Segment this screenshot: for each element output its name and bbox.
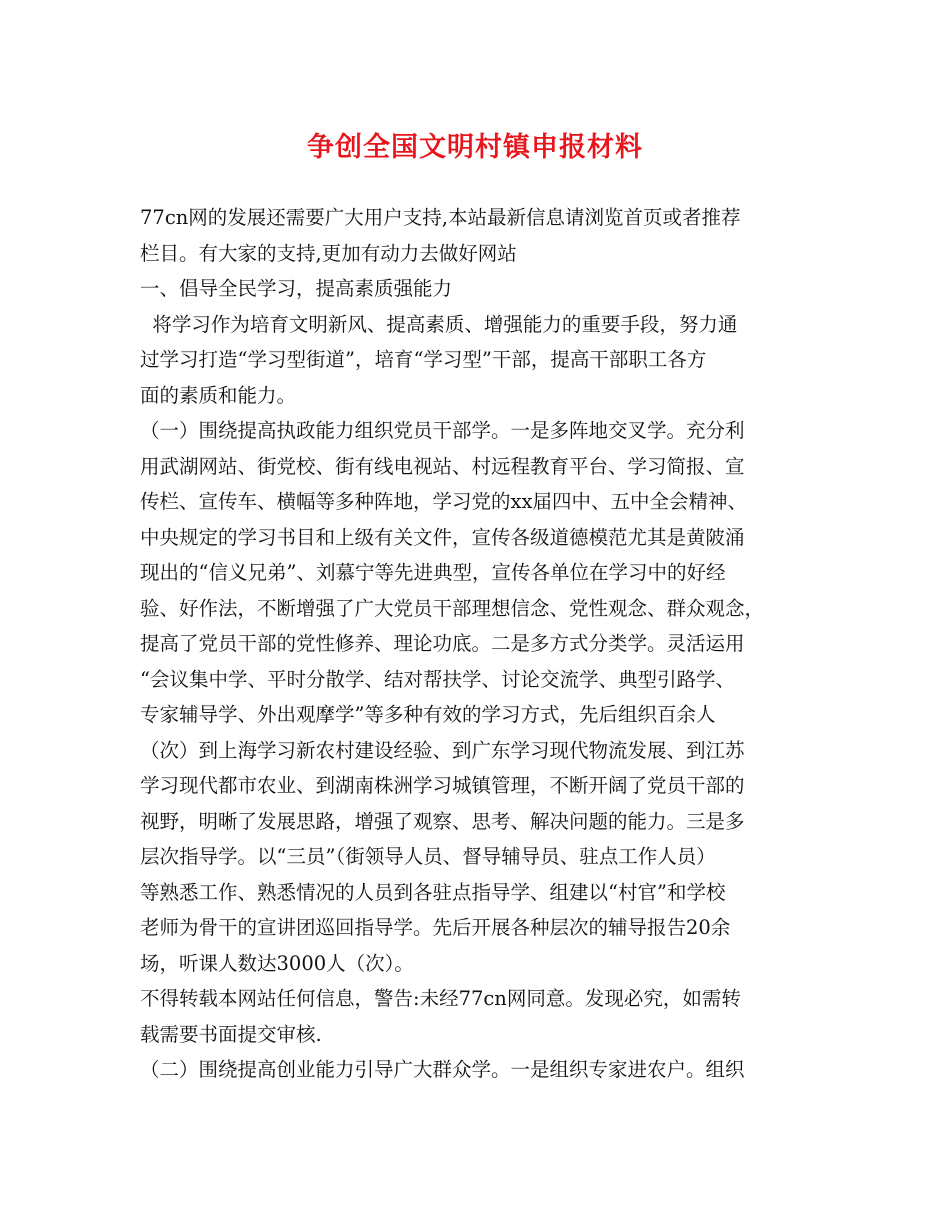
body-line: 专家辅导学、外出观摩学”等多种有效的学习方式，先后组织百余人 <box>140 703 716 726</box>
body-line: 用武湖网站、街党校、街有线电视站、村远程教育平台、学习简报、宣 <box>140 454 745 478</box>
body-line: 过学习打造“学习型街道”，培育“学习型”干部，提高干部职工各方 <box>140 348 707 371</box>
body-line: 提高了党员干部的党性修养、理论功底。二是多方式分类学。灵活运用 <box>140 632 745 655</box>
body-line: “会议集中学、平时分散学、结对帮扶学、讨论交流学、典型引路学、 <box>140 667 735 691</box>
body-line: （二）围绕提高创业能力引导广大群众学。一是组织专家进农户。组织 <box>140 1058 745 1081</box>
body-line: 等熟悉工作、熟悉情况的人员到各驻点指导学、组建以“村官”和学校 <box>140 880 726 904</box>
document-title: 争创全国文明村镇申报材料 <box>307 132 643 163</box>
body-line: 现出的“信义兄弟”、刘慕宁等先进典型，宣传各单位在学习中的好经 <box>140 561 726 584</box>
body-line: 场，听课人数达3000人（次）。 <box>140 951 414 975</box>
body-line: 学习现代都市农业、到湖南株洲学习城镇管理，不断开阔了党员干部的 <box>140 774 745 797</box>
body-line: 载需要书面提交审核. <box>140 1022 322 1046</box>
body-line: 面的素质和能力。 <box>140 383 297 407</box>
body-line: 77cn网的发展还需要广大用户支持,本站最新信息请浏览首页或者推荐 <box>140 206 741 229</box>
body-line: 栏目。有大家的支持,更加有动力去做好网站 <box>140 241 517 265</box>
body-line: 老师为骨干的宣讲团巡回指导学。先后开展各种层次的辅导报告20余 <box>140 916 731 939</box>
body-line: （一）围绕提高执政能力组织党员干部学。一是多阵地交叉学。充分利 <box>140 419 745 442</box>
body-line: 验、好作法，不断增强了广大党员干部理想信念、党性观念、群众观念， <box>140 596 765 620</box>
body-line: 不得转载本网站任何信息，警告:未经77cn网同意。发现必究，如需转 <box>140 987 741 1010</box>
body-line: 传栏、宣传车、横幅等多种阵地，学习党的xx届四中、五中全会精神、 <box>140 490 747 513</box>
body-line: 层次指导学。以“三员”（街领导人员、督导辅导员、驻点工作人员） <box>140 845 716 868</box>
body-line: （次）到上海学习新农村建设经验、到广东学习现代物流发展、到江苏 <box>140 738 745 762</box>
document-body <box>140 200 825 1088</box>
body-line: 视野，明晰了发展思路，增强了观察、思考、解决问题的能力。三是多 <box>140 809 745 833</box>
body-line: 将学习作为培育文明新风、提高素质、增强能力的重要手段，努力通 <box>140 312 738 336</box>
body-line: 中央规定的学习书目和上级有关文件，宣传各级道德模范尤其是黄陂涌 <box>140 525 745 549</box>
section-heading: 一、倡导全民学习，提高素质强能力 <box>140 277 453 300</box>
